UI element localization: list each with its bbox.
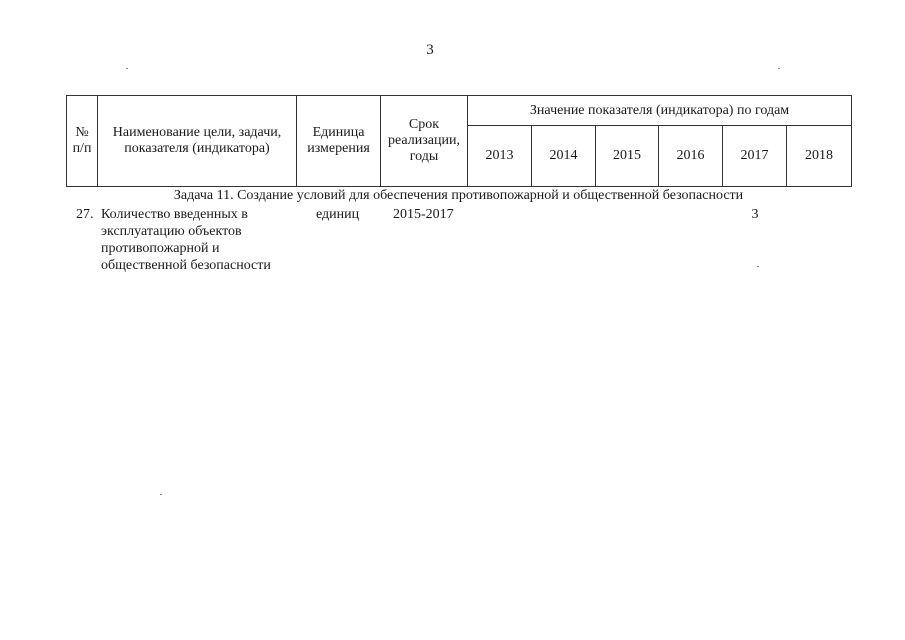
header-num: № п/п <box>67 96 98 187</box>
row-indicator-name: Количество введенных в эксплуатацию объектов противопожарной и общественной безопасности <box>101 207 271 273</box>
scan-speck <box>778 68 780 69</box>
header-name: Наименование цели, задачи, показателя (индикатора) <box>98 96 297 187</box>
scan-speck <box>126 68 128 69</box>
header-year: 2013 <box>468 126 532 187</box>
header-unit: Единица измерения <box>297 96 381 187</box>
row-period: 2015-2017 <box>393 207 454 222</box>
row-value-2017: 3 <box>751 207 759 222</box>
header-year: 2016 <box>659 126 723 187</box>
header-period: Срок реализации, годы <box>381 96 468 187</box>
scan-speck <box>160 494 162 495</box>
page-number: 3 <box>426 42 434 58</box>
row-number: 27. <box>76 207 94 222</box>
task-title: Задача 11. Создание условий для обеспечения противопожарной и общественной безопасности <box>173 188 744 203</box>
header-year: 2017 <box>723 126 787 187</box>
indicator-table-header <box>66 95 852 187</box>
header-year: 2018 <box>787 126 852 187</box>
scan-speck <box>757 266 759 267</box>
row-unit: единиц <box>316 207 360 222</box>
header-year: 2014 <box>532 126 596 187</box>
header-year: 2015 <box>596 126 659 187</box>
header-values-group: Значение показателя (индикатора) по годам <box>468 96 852 126</box>
